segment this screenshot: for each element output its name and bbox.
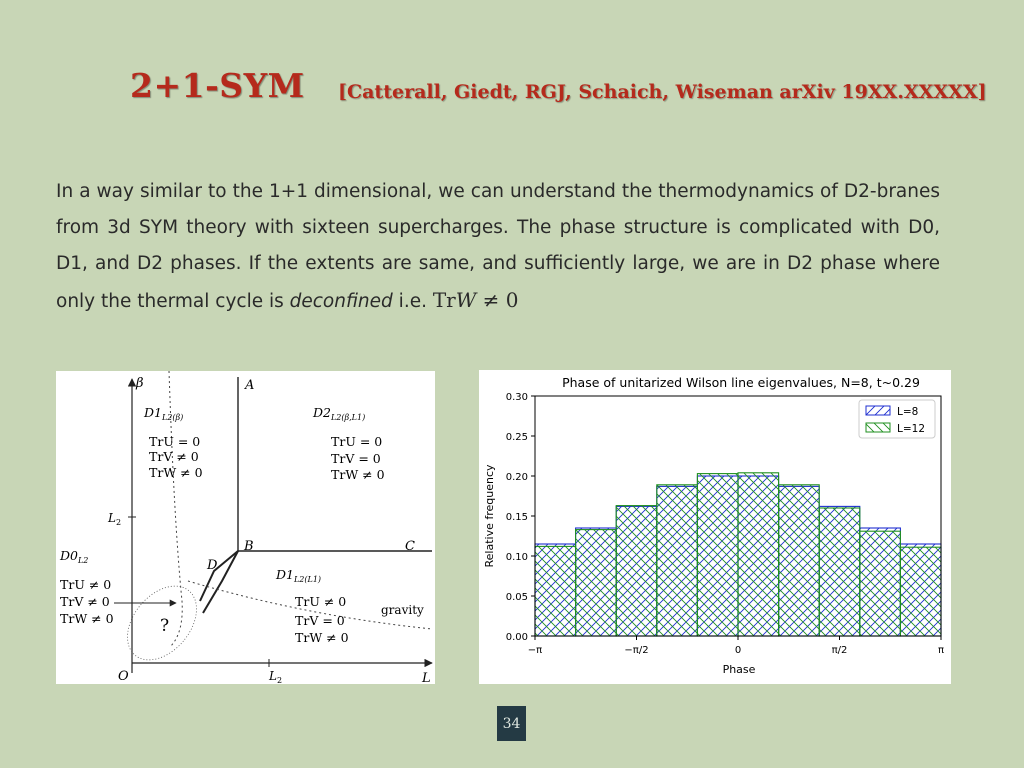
- chart-ylabel: Relative frequency: [483, 464, 496, 568]
- y-tick-label: 0.05: [505, 592, 528, 603]
- svg-text:TrV = 0: TrV = 0: [295, 613, 345, 628]
- y-tick-label: 0.00: [505, 632, 528, 643]
- body-line-4: large, we are in D2 phase where only the thermal cycle is: [56, 253, 940, 312]
- svg-text:TrV ≠ 0: TrV ≠ 0: [149, 449, 199, 464]
- chart-xlabel: Phase: [722, 663, 756, 676]
- x-tick-label: −π/2: [624, 645, 649, 656]
- histogram-bar: [779, 485, 820, 636]
- svg-text:TrW ≠ 0: TrW ≠ 0: [149, 465, 203, 480]
- histogram-bar: [819, 508, 860, 636]
- phase-label-d0: [59, 548, 114, 626]
- legend-label: L=8: [897, 406, 919, 418]
- histogram-bar: [616, 506, 657, 636]
- tick-y-label: $L_2$: [108, 511, 122, 527]
- svg-text:TrW ≠ 0: TrW ≠ 0: [295, 630, 349, 645]
- svg-text:TrW ≠ 0: TrW ≠ 0: [331, 467, 385, 482]
- body-line-2: D2-branes from 3d SYM theory with sixteen supercharges. The phase structure is: [56, 181, 941, 238]
- x-tick-label: π/2: [831, 645, 848, 656]
- axis-y-label: β: [136, 376, 144, 391]
- slide-body-text: [56, 174, 940, 320]
- histogram-bar: [860, 531, 901, 636]
- histogram-bar: [697, 474, 738, 636]
- slide-title-row: [130, 66, 1010, 110]
- svg-text:TrW ≠ 0: TrW ≠ 0: [60, 611, 114, 626]
- body-line-3: complicated with D0, D1, and D2 phases. If the extents are same, and sufficiently: [56, 217, 941, 274]
- body-suffix: i.e.: [392, 291, 433, 312]
- body-math-var: W: [455, 288, 477, 312]
- svg-text:D2L2(β,L1): $D2_{L2(\beta,L1)}$: [313, 405, 366, 422]
- svg-text:D1L2(L1): $D1_{L2(L1)}$: [276, 567, 322, 584]
- point-C: C: [405, 539, 415, 554]
- histogram-bar: [657, 485, 698, 636]
- svg-text:TrV ≠ 0: TrV ≠ 0: [60, 594, 110, 609]
- y-tick-label: 0.30: [505, 392, 528, 403]
- phase-label-d1-beta: [143, 405, 203, 480]
- body-emphasis: deconfined: [289, 291, 393, 312]
- phase-label-d2: [312, 405, 385, 482]
- x-tick-label: π: [937, 645, 945, 656]
- histogram-bar: [900, 547, 941, 636]
- point-A: A: [245, 378, 255, 393]
- histogram-svg: [479, 370, 951, 684]
- chart-legend: [859, 400, 935, 438]
- x-tick-label: 0: [734, 645, 742, 656]
- legend-swatch: [866, 406, 890, 415]
- svg-text:TrU = 0: TrU = 0: [331, 434, 383, 449]
- svg-text:TrU ≠ 0: TrU ≠ 0: [60, 577, 112, 592]
- tick-x-label: $L_2$: [269, 669, 283, 684]
- legend-swatch: [866, 423, 890, 432]
- axis-x-label: L: [422, 671, 431, 684]
- gravity-label: gravity: [381, 603, 424, 617]
- svg-text:TrV = 0: TrV = 0: [331, 451, 381, 466]
- y-tick-label: 0.10: [505, 552, 528, 563]
- question-mark: ?: [160, 616, 170, 636]
- svg-text:TrU ≠ 0: TrU ≠ 0: [295, 594, 347, 609]
- histogram-chart: [479, 370, 951, 684]
- origin-label: O: [118, 669, 129, 684]
- body-math-tr: Tr: [432, 288, 456, 312]
- svg-text:TrU = 0: TrU = 0: [149, 434, 201, 449]
- histogram-bar: [576, 530, 617, 636]
- slide-citation: [Catterall, Giedt, RGJ, Schaich, Wiseman arXiv 19XX.XXXXX]: [338, 81, 987, 103]
- y-tick-label: 0.20: [505, 472, 528, 483]
- body-line-1: In a way similar to the 1+1 dimensional, we can understand the thermodynamics of: [56, 181, 838, 202]
- y-tick-label: 0.25: [505, 432, 528, 443]
- svg-text:D0L2: $D0_{L2}$: [60, 548, 89, 565]
- point-D: D: [207, 558, 218, 573]
- body-math-rel: ≠ 0: [476, 288, 519, 312]
- svg-text:D1L2(β): $D1_{L2(\beta)}$: [144, 405, 184, 422]
- page-number: 34: [497, 706, 526, 741]
- histogram-bar: [535, 546, 576, 636]
- phase-diagram-svg: [56, 371, 435, 684]
- histogram-bar: [738, 473, 779, 636]
- point-B: B: [244, 539, 254, 554]
- body-math: [433, 288, 519, 312]
- chart-title: Phase of unitarized Wilson line eigenvalues, N=8, t~0.29: [562, 375, 920, 390]
- y-tick-label: 0.15: [505, 512, 528, 523]
- slide-title: 2+1-SYM: [130, 66, 305, 105]
- phase-diagram: [56, 371, 435, 684]
- legend-label: L=12: [897, 423, 926, 435]
- x-tick-label: −π: [527, 645, 543, 656]
